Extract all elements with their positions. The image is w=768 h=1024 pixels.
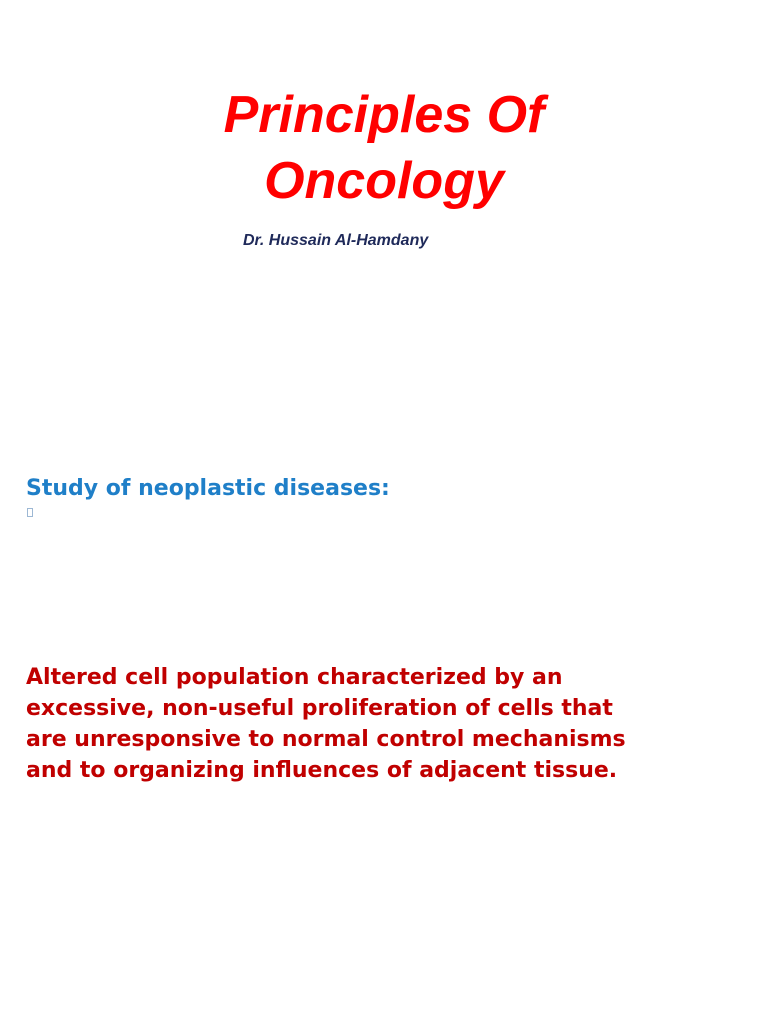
definition-line-1: Altered cell population characterized by an: [26, 665, 563, 690]
definition-paragraph: [26, 662, 756, 786]
definition-line-3: are unresponsive to normal control mechanisms: [26, 727, 626, 752]
empty-box-icon: [27, 508, 33, 517]
title-line-1: Principles Of: [223, 86, 545, 144]
definition-line-2: excessive, non-useful proliferation of cells that: [26, 696, 613, 721]
author-name: Dr. Hussain Al-Hamdany: [243, 232, 429, 249]
definition-line-4: and to organizing influences of adjacent tissue.: [26, 758, 618, 783]
page-title: [0, 82, 768, 214]
section-heading: Study of neoplastic diseases:: [26, 476, 390, 501]
title-line-2: Oncology: [264, 152, 504, 210]
